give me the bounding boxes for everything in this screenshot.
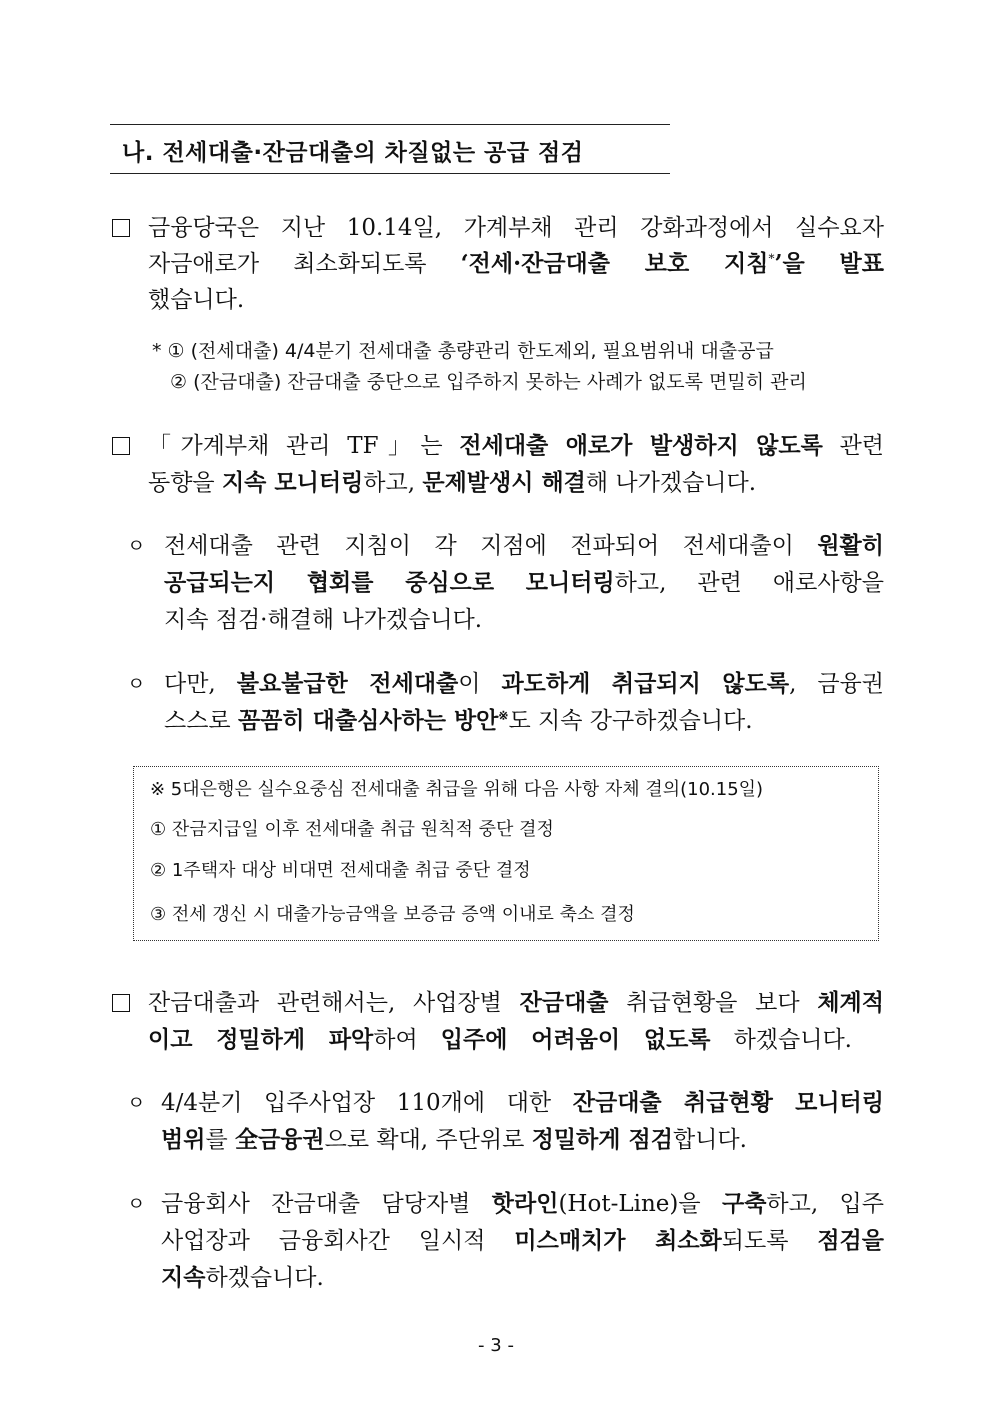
- bold-text: 과도하게 취급되지 않도록: [501, 670, 790, 697]
- bold-text: 원활히: [817, 532, 884, 559]
- paragraph-1-line-1: 금융당국은 지난 10.14일, 가계부채 관리 강화과정에서 실수요자: [148, 215, 884, 241]
- bold-text: 핫라인: [491, 1190, 559, 1217]
- bullet-symbol: ㅇ: [127, 673, 146, 695]
- note-box-line-4: ③ 전세 갱신 시 대출가능금액을 보증금 증액 이내로 축소 결정: [150, 904, 635, 925]
- bullet-symbol: ㅇ: [127, 1092, 146, 1114]
- checkbox-square-icon: [112, 219, 130, 237]
- bullet-1-line-2: [164, 568, 884, 598]
- bold-text: 범위: [161, 1126, 206, 1153]
- bold-text: 지속 모니터링: [221, 469, 364, 496]
- paragraph-1-line-2: [148, 249, 884, 279]
- section-heading-box: [110, 124, 670, 174]
- text: 자금애로가 최소화되도록: [148, 251, 461, 277]
- text: 「가계부채 관리 TF」는: [148, 433, 460, 459]
- text: 금융회사 잔금대출 담당자별: [161, 1191, 492, 1217]
- page-number: - 3 -: [478, 1335, 514, 1356]
- bullet-1-line-3: 지속 점검·해결해 나가겠습니다.: [164, 607, 483, 633]
- text: 동향을: [148, 470, 222, 496]
- text: , 금융권: [789, 671, 884, 697]
- note-box-line-3: ② 1주택자 대상 비대면 전세대출 취급 중단 결정: [150, 860, 531, 881]
- text: 잔금대출과 관련해서는, 사업장별: [148, 990, 520, 1016]
- text: 전세대출 관련 지침이 각 지점에 전파되어 전세대출이: [164, 533, 818, 559]
- bullet-4-line-2: [161, 1226, 884, 1256]
- text: 취급현황을 보다: [608, 990, 818, 1016]
- text: (Hot-Line)을: [558, 1191, 722, 1217]
- bold-text: 정밀하게 점검: [531, 1126, 673, 1153]
- bold-text: 불요불급한 전세대출: [236, 670, 459, 697]
- checkbox-square-icon: [112, 994, 130, 1012]
- text: 하고,: [363, 470, 423, 496]
- text: 이: [458, 671, 502, 697]
- footnote-line-1: * ① (전세대출) 4/4분기 전세대출 총량관리 한도제외, 필요범위내 대출공급: [152, 340, 774, 362]
- bold-text: 잔금대출: [519, 989, 609, 1016]
- bold-text: 체계적: [817, 989, 884, 1016]
- text: 하겠습니다.: [205, 1265, 324, 1291]
- paragraph-1-line-3: 했습니다.: [148, 287, 245, 313]
- note-box-line-1: ※ 5대은행은 실수요중심 전세대출 취급을 위해 다음 사항 자체 결의(10.15일): [150, 779, 764, 800]
- bullet-3-line-2: [161, 1125, 747, 1155]
- bold-text: 미스매치가 최소화: [514, 1227, 722, 1254]
- note-box-line-2: ① 잔금지급일 이후 전세대출 취급 원칙적 중단 결정: [150, 819, 554, 840]
- text: 사업장과 금융회사간 일시적: [161, 1228, 515, 1254]
- bold-text: 입주에 어려움이 없도록: [440, 1026, 711, 1053]
- bullet-4-line-1: [161, 1189, 884, 1219]
- paragraph-3-line-2: [148, 1025, 852, 1055]
- text: 으로 확대, 주단위로: [324, 1127, 532, 1153]
- bold-text: 점검을: [817, 1227, 884, 1254]
- text: 하겠습니다.: [710, 1027, 852, 1053]
- paragraph-2-line-1: [148, 431, 884, 461]
- bold-text: 꼼꼼히 대출심사하는 방안: [237, 707, 499, 734]
- text: 관련: [822, 433, 885, 459]
- text: 4/4분기 입주사업장 110개에 대한: [161, 1090, 573, 1116]
- paragraph-3-line-1: [148, 988, 884, 1018]
- footnote-marker: *: [768, 251, 775, 266]
- bullet-1-line-1: [164, 531, 884, 561]
- footnote-marker: ※: [498, 708, 509, 723]
- text: 하고, 관련 애로사항을: [614, 570, 884, 596]
- bullet-4-line-3: [161, 1263, 324, 1293]
- section-heading: 나. 전세대출·잔금대출의 차질없는 공급 점검: [122, 140, 584, 166]
- text: 를: [205, 1127, 235, 1153]
- note-box: [133, 766, 879, 941]
- bullet-2-line-2: [164, 706, 753, 736]
- bullet-symbol: ㅇ: [127, 1193, 146, 1215]
- bold-text: 全금융권: [234, 1126, 325, 1153]
- text: 되도록: [721, 1228, 818, 1254]
- text: 합니다.: [672, 1127, 747, 1153]
- bullet-2-line-1: [164, 669, 884, 699]
- bold-text: 지속: [161, 1264, 206, 1291]
- bold-text: ’을 발표: [774, 250, 884, 277]
- text: 도 지속 강구하겠습니다.: [508, 708, 753, 734]
- text: 하여: [373, 1027, 441, 1053]
- bold-text: 구축: [721, 1190, 767, 1217]
- text: 해 나가겠습니다.: [585, 470, 757, 496]
- text: 다만,: [164, 671, 237, 697]
- bullet-symbol: ㅇ: [127, 535, 146, 557]
- text: 하고, 입주: [766, 1191, 884, 1217]
- footnote-line-2: ② (잔금대출) 잔금대출 중단으로 입주하지 못하는 사례가 없도록 면밀히 관리: [170, 371, 807, 393]
- paragraph-2-line-2: [148, 468, 756, 498]
- text: 스스로: [164, 708, 238, 734]
- bold-text: ‘전세·잔금대출 보호 지침: [460, 250, 769, 277]
- bold-text: 공급되는지 협회를 중심으로 모니터링: [164, 569, 615, 596]
- bold-text: 잔금대출 취급현황 모니터링: [572, 1089, 884, 1116]
- bullet-3-line-1: [161, 1088, 884, 1118]
- checkbox-square-icon: [112, 437, 130, 455]
- bold-text: 이고 정밀하게 파악: [148, 1026, 374, 1053]
- bold-text: 전세대출 애로가 발생하지 않도록: [459, 432, 823, 459]
- bold-text: 문제발생시 해결: [422, 469, 586, 496]
